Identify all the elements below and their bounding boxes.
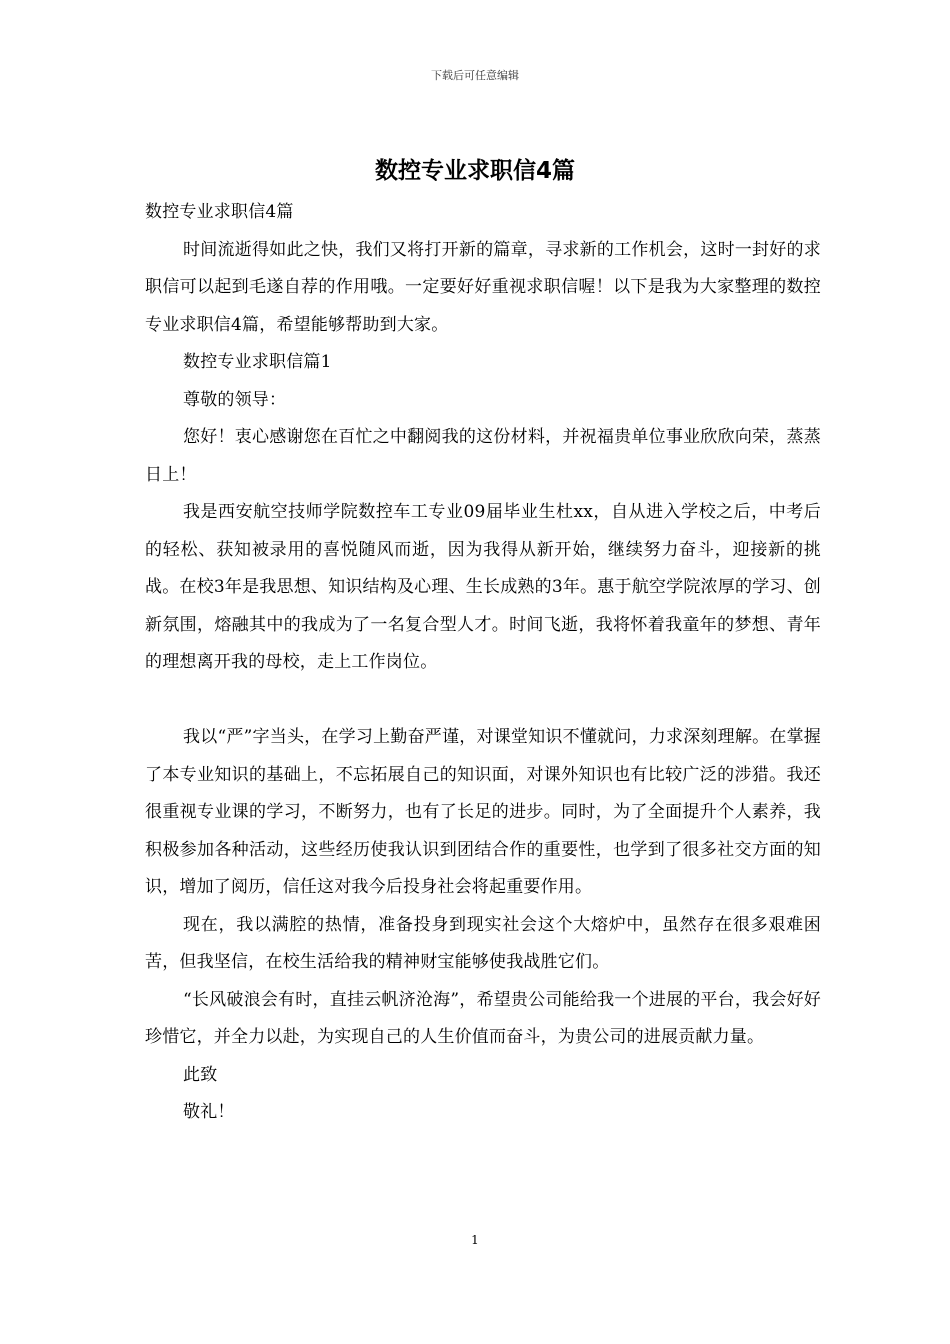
- paragraph-spacer: [145, 682, 821, 720]
- closing-line-1: 此致: [183, 1064, 218, 1085]
- greeting-paragraph: 您好！衷心感谢您在百忙之中翻阅我的这份材料，并祝福贵单位事业欣欣向荣，蒸蒸日上！: [145, 427, 821, 485]
- intro-paragraph: 时间流逝得如此之快，我们又将打开新的篇章，寻求新的工作机会，这时一封好的求职信可以起到毛遂自荐的作用哦。一定要好好重视求职信喔！以下是我为大家整理的数控专业求职信4篇，希望能够帮助到大家。: [145, 239, 821, 335]
- closing-line-2: 敬礼！: [183, 1102, 235, 1122]
- document-body: [145, 194, 821, 1132]
- body-paragraph-2: 我以“严”字当头，在学习上勤奋严谨，对课堂知识不懂就问，力求深刻理解。在掌握了本专业知识的基础上，不忘拓展自己的知识面，对课外知识也有比较广泛的涉猎。我还很重视专业课的学习，不断努力，也有了长足的进步。同时，为了全面提升个人素养，我积极参加各种活动，这些经历使我认识到团结合作的重要性，也学到了很多社交方面的知识，增加了阅历，信任这对我今后投身社会将起重要作用。: [145, 727, 821, 897]
- section-heading: 数控专业求职信篇1: [183, 352, 332, 372]
- body-paragraph-1: 我是西安航空技师学院数控车工专业09届毕业生杜xx，自从进入学校之后，中考后的轻松、获知被录用的喜悦随风而逝，因为我得从新开始，继续努力奋斗，迎接新的挑战。在校3年是我思想、知识结构及心理、生长成熟的3年。惠于航空学院浓厚的学习、创新氛围，熔融其中的我成为了一名复合型人才。时间飞逝，我将怀着我童年的梦想、青年的理想离开我的母校，走上工作岗位。: [145, 502, 821, 672]
- document-subtitle: 数控专业求职信4篇: [145, 202, 294, 222]
- document-title: 数控专业求职信4篇: [374, 158, 575, 184]
- body-paragraph-3: 现在，我以满腔的热情，准备投身到现实社会这个大熔炉中，虽然存在很多艰难困苦，但我坚信，在校生活给我的精神财宝能够使我战胜它们。: [145, 914, 821, 972]
- body-paragraph-4: “长风破浪会有时，直挂云帆济沧海”，希望贵公司能给我一个进展的平台，我会好好珍惜它，并全力以赴，为实现自己的人生价值而奋斗，为贵公司的进展贡献力量。: [145, 989, 821, 1047]
- salutation: 尊敬的领导：: [183, 389, 287, 410]
- page-number: 1: [471, 1233, 479, 1247]
- header-note: 下载后可任意编辑: [431, 69, 519, 82]
